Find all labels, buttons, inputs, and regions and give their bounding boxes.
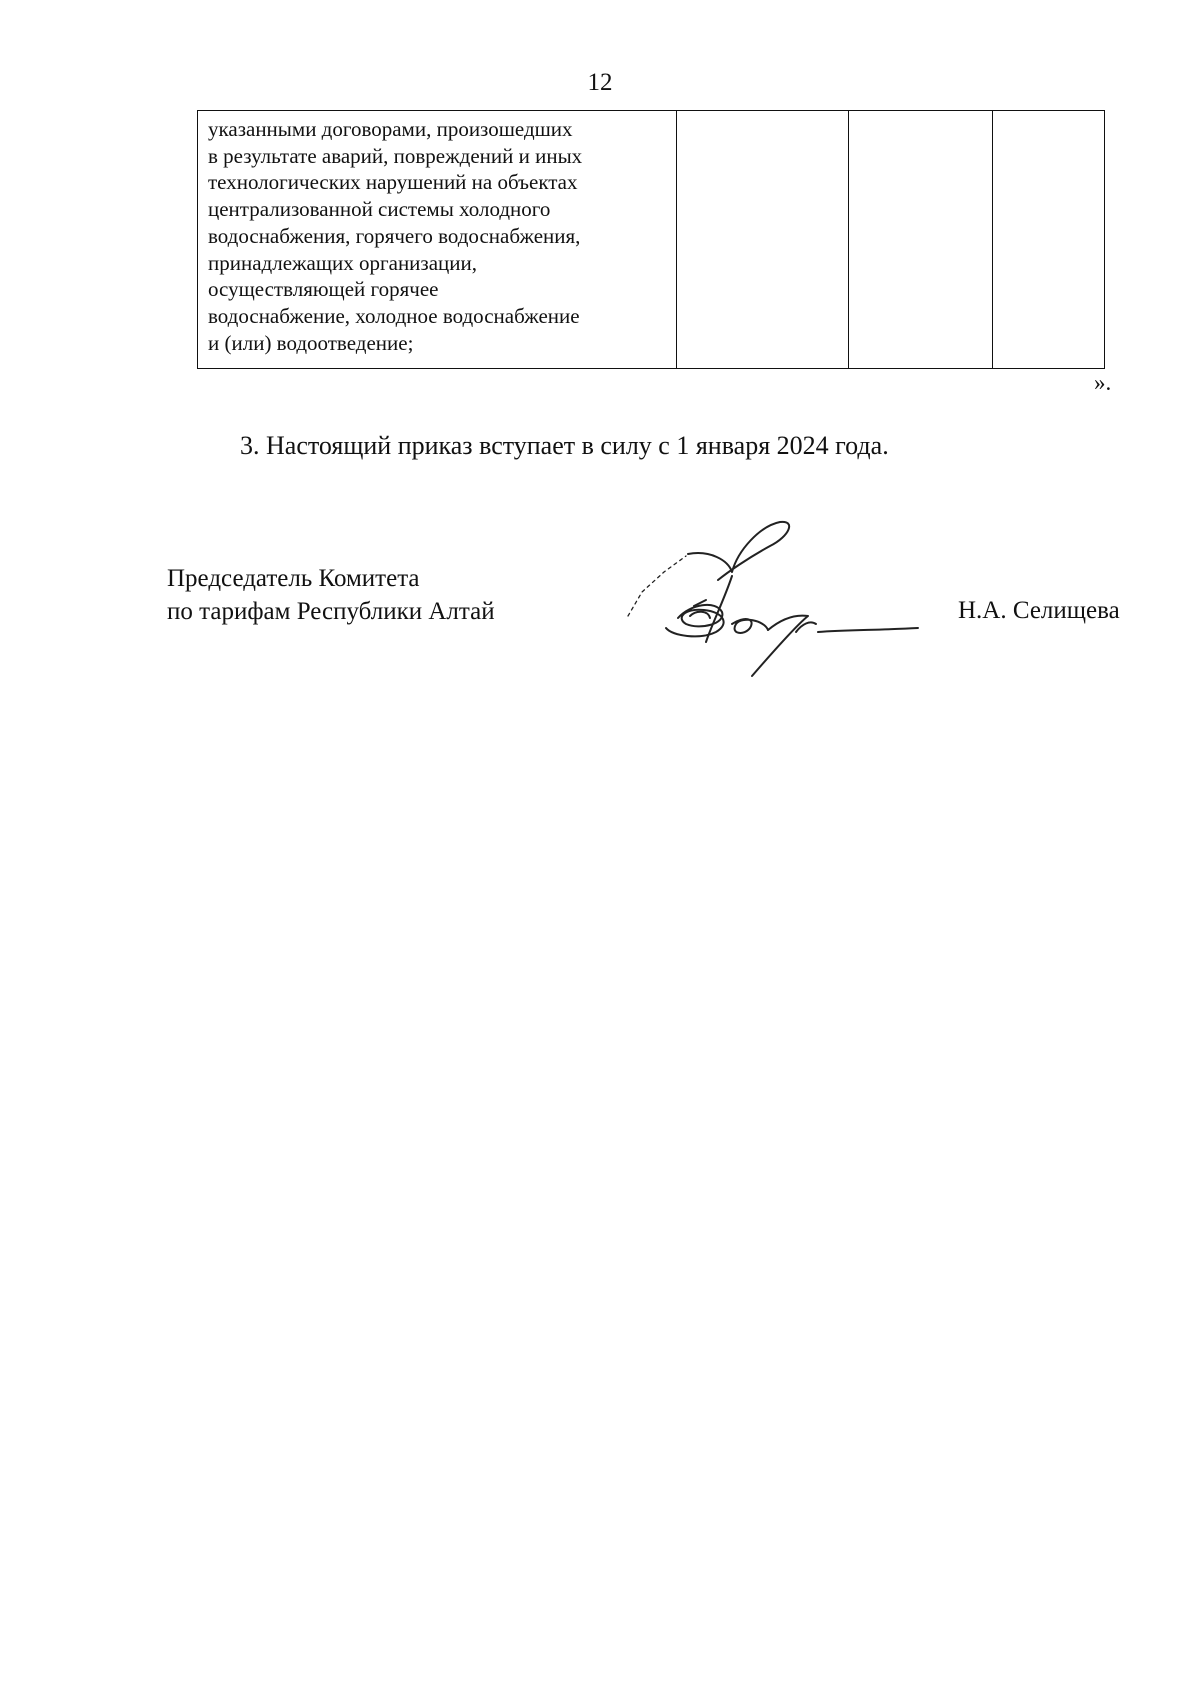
closing-quote: ». (1094, 370, 1112, 395)
table-cell-empty (677, 111, 849, 369)
table-text-line: технологических нарушений на объектах (208, 170, 578, 195)
signer-title-line-1: Председатель Комитета (167, 565, 420, 592)
table-text-line: и (или) водоотведение; (208, 330, 414, 355)
table-text-line: принадлежащих организации, (208, 250, 478, 275)
page-number: 12 (587, 69, 613, 96)
table-text-line: водоснабжения, горячего водоснабжения, (208, 223, 581, 248)
table-text-line: осуществляющей горячее (208, 277, 439, 302)
signer-title (167, 562, 495, 628)
handwritten-signature (620, 520, 950, 680)
clause-3: 3. Настоящий приказ вступает в силу с 1 января 2024 года. (240, 431, 889, 460)
table-cell-description (198, 111, 677, 369)
table-text-line: водоснабжение, холодное водоснабжение (208, 303, 580, 328)
signer-title-line-2: по тарифам Республики Алтай (167, 598, 495, 625)
table-row (198, 111, 1105, 369)
tariff-table-fragment (197, 110, 1105, 369)
signer-name: Н.А. Селищева (958, 597, 1120, 624)
table-cell-empty (993, 111, 1105, 369)
table-text-line: централизованной системы холодного (208, 197, 551, 222)
table-text-line: в результате аварий, повреждений и иных (208, 143, 583, 168)
table-text-line: указанными договорами, произошедших (208, 117, 573, 141)
table-cell-empty (849, 111, 993, 369)
